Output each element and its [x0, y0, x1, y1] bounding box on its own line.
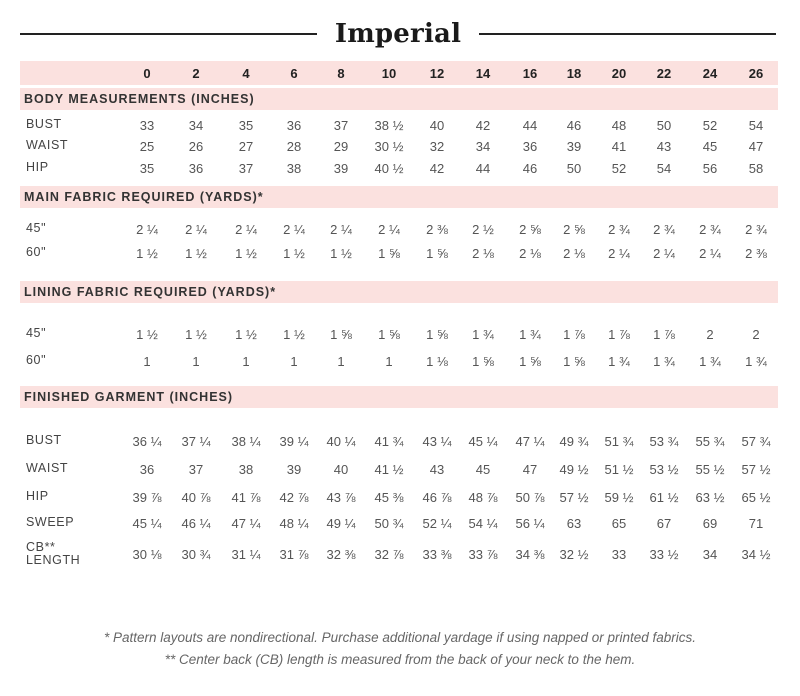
cell-main-1-size-18: 2 ⅛: [563, 246, 585, 261]
row-label-main-0: 45": [26, 221, 47, 235]
cell-finished-1-size-4: 38: [238, 462, 254, 477]
cell-body-1-size-4: 27: [238, 139, 254, 154]
cell-finished-0-size-8: 40 ¼: [326, 434, 356, 449]
row-label-body-1: WAIST: [26, 138, 69, 152]
cell-lining-0-size-4: 1 ½: [235, 327, 257, 342]
cell-finished-3-size-22: 67: [656, 516, 672, 531]
size-header-18: 18: [566, 66, 582, 81]
size-header-24: 24: [702, 66, 718, 81]
cell-finished-3-size-12: 52 ¼: [422, 516, 452, 531]
cell-lining-0-size-26: 2: [752, 327, 760, 342]
size-header-20: 20: [611, 66, 627, 81]
cell-finished-0-size-24: 55 ¾: [695, 434, 725, 449]
size-header-4: 4: [242, 66, 250, 81]
cell-finished-3-size-14: 54 ¼: [468, 516, 498, 531]
row-label-finished-2: HIP: [26, 489, 49, 503]
cell-finished-2-size-24: 63 ½: [695, 490, 725, 505]
cell-body-2-size-12: 42: [429, 161, 445, 176]
cell-finished-2-size-4: 41 ⅞: [231, 490, 261, 505]
cell-finished-3-size-16: 56 ¼: [515, 516, 545, 531]
cell-finished-1-size-14: 45: [475, 462, 491, 477]
cell-finished-0-size-2: 37 ¼: [181, 434, 211, 449]
size-header-26: 26: [748, 66, 764, 81]
cell-body-1-size-8: 29: [333, 139, 349, 154]
cell-finished-3-size-18: 63: [566, 516, 582, 531]
cell-lining-0-size-18: 1 ⅞: [563, 327, 585, 342]
cell-finished-4-size-4: 31 ¼: [231, 547, 261, 562]
cell-lining-0-size-8: 1 ⅝: [330, 327, 352, 342]
cell-finished-1-size-6: 39: [286, 462, 302, 477]
cell-main-1-size-16: 2 ⅛: [519, 246, 541, 261]
cell-main-0-size-12: 2 ⅜: [426, 222, 448, 237]
cell-finished-0-size-26: 57 ¾: [741, 434, 771, 449]
cell-finished-2-size-6: 42 ⅞: [279, 490, 309, 505]
cell-finished-0-size-16: 47 ¼: [515, 434, 545, 449]
cell-body-0-size-0: 33: [139, 118, 155, 133]
cell-body-2-size-14: 44: [475, 161, 491, 176]
cell-main-0-size-16: 2 ⅝: [519, 222, 541, 237]
cell-finished-0-size-12: 43 ¼: [422, 434, 452, 449]
cell-main-0-size-24: 2 ¾: [699, 222, 721, 237]
cell-body-1-size-24: 45: [702, 139, 718, 154]
footnote-nondirectional: * Pattern layouts are nondirectional. Purchase additional yardage if using napped or printed fabrics.: [103, 630, 697, 645]
cell-body-0-size-4: 35: [238, 118, 254, 133]
cell-finished-1-size-20: 51 ½: [604, 462, 634, 477]
cell-body-1-size-18: 39: [566, 139, 582, 154]
cell-finished-1-size-10: 41 ½: [374, 462, 404, 477]
cell-finished-4-size-6: 31 ⅞: [279, 547, 309, 562]
cell-body-2-size-2: 36: [188, 161, 204, 176]
cell-main-1-size-10: 1 ⅝: [378, 246, 400, 261]
cell-body-0-size-10: 38 ½: [374, 118, 404, 133]
section-heading-body: BODY MEASUREMENTS (INCHES): [24, 92, 255, 106]
size-header-22: 22: [656, 66, 672, 81]
section-heading-main: MAIN FABRIC REQUIRED (YARDS)*: [24, 190, 264, 204]
cell-main-0-size-0: 2 ¼: [136, 222, 158, 237]
cell-body-0-size-6: 36: [286, 118, 302, 133]
size-header-6: 6: [290, 66, 298, 81]
cell-body-1-size-0: 25: [139, 139, 155, 154]
row-label-finished-0: BUST: [26, 433, 62, 447]
row-label-finished-1: WAIST: [26, 461, 69, 475]
cell-finished-4-size-14: 33 ⅞: [468, 547, 498, 562]
cell-finished-0-size-6: 39 ¼: [279, 434, 309, 449]
cell-lining-0-size-2: 1 ½: [185, 327, 207, 342]
cell-body-1-size-2: 26: [188, 139, 204, 154]
cell-finished-2-size-22: 61 ½: [649, 490, 679, 505]
size-header-2: 2: [192, 66, 200, 81]
cell-finished-4-size-24: 34: [702, 547, 718, 562]
cell-main-0-size-8: 2 ¼: [330, 222, 352, 237]
cell-finished-1-size-16: 47: [522, 462, 538, 477]
row-label-lining-1: 60": [26, 353, 47, 367]
cell-finished-4-size-18: 32 ½: [559, 547, 589, 562]
cell-finished-4-size-2: 30 ¾: [181, 547, 211, 562]
cell-finished-0-size-10: 41 ¾: [374, 434, 404, 449]
cell-finished-2-size-2: 40 ⅞: [181, 490, 211, 505]
cell-lining-0-size-14: 1 ¾: [472, 327, 494, 342]
cell-finished-3-size-4: 47 ¼: [231, 516, 261, 531]
cell-body-0-size-18: 46: [566, 118, 582, 133]
row-label-finished-4: CB** LENGTH: [26, 540, 81, 567]
cell-lining-1-size-20: 1 ¾: [608, 354, 630, 369]
cell-lining-1-size-8: 1: [337, 354, 345, 369]
cell-body-0-size-2: 34: [188, 118, 204, 133]
cell-body-2-size-16: 46: [522, 161, 538, 176]
cell-main-1-size-6: 1 ½: [283, 246, 305, 261]
cell-main-1-size-12: 1 ⅝: [426, 246, 448, 261]
cell-finished-0-size-4: 38 ¼: [231, 434, 261, 449]
cell-main-0-size-20: 2 ¾: [608, 222, 630, 237]
row-label-main-1: 60": [26, 245, 47, 259]
cell-lining-0-size-24: 2: [706, 327, 714, 342]
cell-body-0-size-24: 52: [702, 118, 718, 133]
row-label-lining-0: 45": [26, 326, 47, 340]
cell-lining-0-size-22: 1 ⅞: [653, 327, 675, 342]
cell-finished-2-size-18: 57 ½: [559, 490, 589, 505]
cell-body-1-size-20: 41: [611, 139, 627, 154]
cell-body-2-size-18: 50: [566, 161, 582, 176]
cell-finished-4-size-16: 34 ⅜: [515, 547, 545, 562]
title-rule-left: [20, 33, 317, 35]
cell-main-1-size-0: 1 ½: [136, 246, 158, 261]
row-label-finished-3: SWEEP: [26, 515, 75, 529]
cell-finished-1-size-18: 49 ½: [559, 462, 589, 477]
cell-finished-2-size-16: 50 ⅞: [515, 490, 545, 505]
cell-finished-3-size-6: 48 ¼: [279, 516, 309, 531]
cell-lining-0-size-10: 1 ⅝: [378, 327, 400, 342]
cell-body-2-size-0: 35: [139, 161, 155, 176]
cell-lining-1-size-4: 1: [242, 354, 250, 369]
cell-body-0-size-14: 42: [475, 118, 491, 133]
cell-body-2-size-8: 39: [333, 161, 349, 176]
cell-finished-3-size-24: 69: [702, 516, 718, 531]
cell-lining-0-size-12: 1 ⅝: [426, 327, 448, 342]
cell-finished-4-size-8: 32 ⅜: [326, 547, 356, 562]
cell-finished-0-size-22: 53 ¾: [649, 434, 679, 449]
cell-main-1-size-4: 1 ½: [235, 246, 257, 261]
cell-finished-4-size-26: 34 ½: [741, 547, 771, 562]
cell-finished-3-size-8: 49 ¼: [326, 516, 356, 531]
cell-finished-2-size-26: 65 ½: [741, 490, 771, 505]
cell-finished-0-size-14: 45 ¼: [468, 434, 498, 449]
cell-lining-0-size-20: 1 ⅞: [608, 327, 630, 342]
cell-lining-1-size-14: 1 ⅝: [472, 354, 494, 369]
cell-main-0-size-18: 2 ⅝: [563, 222, 585, 237]
cell-body-0-size-12: 40: [429, 118, 445, 133]
cell-main-0-size-22: 2 ¾: [653, 222, 675, 237]
cell-lining-1-size-6: 1: [290, 354, 298, 369]
cell-finished-3-size-26: 71: [748, 516, 764, 531]
cell-body-0-size-16: 44: [522, 118, 538, 133]
cell-lining-1-size-16: 1 ⅝: [519, 354, 541, 369]
cell-body-0-size-22: 50: [656, 118, 672, 133]
cell-finished-3-size-10: 50 ¾: [374, 516, 404, 531]
cell-body-1-size-16: 36: [522, 139, 538, 154]
cell-finished-1-size-2: 37: [188, 462, 204, 477]
cell-body-2-size-4: 37: [238, 161, 254, 176]
cell-lining-1-size-0: 1: [143, 354, 151, 369]
cell-finished-4-size-10: 32 ⅞: [374, 547, 404, 562]
size-header-14: 14: [475, 66, 491, 81]
cell-lining-1-size-18: 1 ⅝: [563, 354, 585, 369]
cell-lining-1-size-2: 1: [192, 354, 200, 369]
cell-finished-4-size-22: 33 ½: [649, 547, 679, 562]
cell-main-0-size-4: 2 ¼: [235, 222, 257, 237]
cell-lining-1-size-12: 1 ⅛: [426, 354, 448, 369]
cell-body-1-size-6: 28: [286, 139, 302, 154]
cell-finished-3-size-20: 65: [611, 516, 627, 531]
cell-finished-4-size-20: 33: [611, 547, 627, 562]
cell-main-1-size-20: 2 ¼: [608, 246, 630, 261]
cell-body-0-size-26: 54: [748, 118, 764, 133]
cell-lining-1-size-22: 1 ¾: [653, 354, 675, 369]
cell-finished-0-size-0: 36 ¼: [132, 434, 162, 449]
cell-body-0-size-8: 37: [333, 118, 349, 133]
cell-body-2-size-24: 56: [702, 161, 718, 176]
cell-finished-3-size-0: 45 ¼: [132, 516, 162, 531]
size-header-16: 16: [522, 66, 538, 81]
cell-lining-0-size-6: 1 ½: [283, 327, 305, 342]
row-label-body-2: HIP: [26, 160, 49, 174]
cell-main-1-size-14: 2 ⅛: [472, 246, 494, 261]
footnote-cb-length: ** Center back (CB) length is measured from the back of your neck to the hem.: [164, 652, 636, 667]
cell-finished-0-size-18: 49 ¾: [559, 434, 589, 449]
cell-main-0-size-10: 2 ¼: [378, 222, 400, 237]
cell-lining-0-size-16: 1 ¾: [519, 327, 541, 342]
cell-finished-1-size-12: 43: [429, 462, 445, 477]
cell-finished-4-size-0: 30 ⅛: [132, 547, 162, 562]
cell-main-0-size-6: 2 ¼: [283, 222, 305, 237]
cell-body-1-size-14: 34: [475, 139, 491, 154]
cell-lining-1-size-26: 1 ¾: [745, 354, 767, 369]
cell-finished-4-size-12: 33 ⅜: [422, 547, 452, 562]
cell-body-0-size-20: 48: [611, 118, 627, 133]
cell-finished-1-size-22: 53 ½: [649, 462, 679, 477]
cell-body-1-size-26: 47: [748, 139, 764, 154]
cell-main-1-size-24: 2 ¼: [699, 246, 721, 261]
cell-finished-2-size-0: 39 ⅞: [132, 490, 162, 505]
cell-main-0-size-14: 2 ½: [472, 222, 494, 237]
cell-finished-2-size-12: 46 ⅞: [422, 490, 452, 505]
cell-body-2-size-22: 54: [656, 161, 672, 176]
cell-finished-2-size-8: 43 ⅞: [326, 490, 356, 505]
cell-main-1-size-2: 1 ½: [185, 246, 207, 261]
section-heading-finished: FINISHED GARMENT (INCHES): [24, 390, 234, 404]
cell-finished-0-size-20: 51 ¾: [604, 434, 634, 449]
cell-finished-3-size-2: 46 ¼: [181, 516, 211, 531]
cell-main-1-size-22: 2 ¼: [653, 246, 675, 261]
cell-lining-1-size-24: 1 ¾: [699, 354, 721, 369]
cell-finished-2-size-10: 45 ⅜: [374, 490, 404, 505]
cell-main-1-size-8: 1 ½: [330, 246, 352, 261]
cell-finished-2-size-20: 59 ½: [604, 490, 634, 505]
cell-body-1-size-10: 30 ½: [374, 139, 404, 154]
cell-body-2-size-26: 58: [748, 161, 764, 176]
section-heading-lining: LINING FABRIC REQUIRED (YARDS)*: [24, 285, 277, 299]
cell-finished-1-size-8: 40: [333, 462, 349, 477]
cell-main-1-size-26: 2 ⅜: [745, 246, 767, 261]
cell-lining-1-size-10: 1: [385, 354, 393, 369]
cell-main-0-size-2: 2 ¼: [185, 222, 207, 237]
row-label-body-0: BUST: [26, 117, 62, 131]
title-bar: [20, 12, 776, 56]
cell-finished-2-size-14: 48 ⅞: [468, 490, 498, 505]
size-header-10: 10: [381, 66, 397, 81]
cell-body-2-size-6: 38: [286, 161, 302, 176]
cell-body-1-size-12: 32: [429, 139, 445, 154]
size-header-8: 8: [337, 66, 345, 81]
cell-body-2-size-10: 40 ½: [374, 161, 404, 176]
cell-lining-0-size-0: 1 ½: [136, 327, 158, 342]
cell-finished-1-size-24: 55 ½: [695, 462, 725, 477]
cell-main-0-size-26: 2 ¾: [745, 222, 767, 237]
cell-finished-1-size-0: 36: [139, 462, 155, 477]
page-title: Imperial: [334, 19, 462, 49]
title-rule-right: [479, 33, 776, 35]
cell-body-1-size-22: 43: [656, 139, 672, 154]
cell-body-2-size-20: 52: [611, 161, 627, 176]
cell-finished-1-size-26: 57 ½: [741, 462, 771, 477]
size-header-12: 12: [429, 66, 445, 81]
size-header-0: 0: [143, 66, 151, 81]
